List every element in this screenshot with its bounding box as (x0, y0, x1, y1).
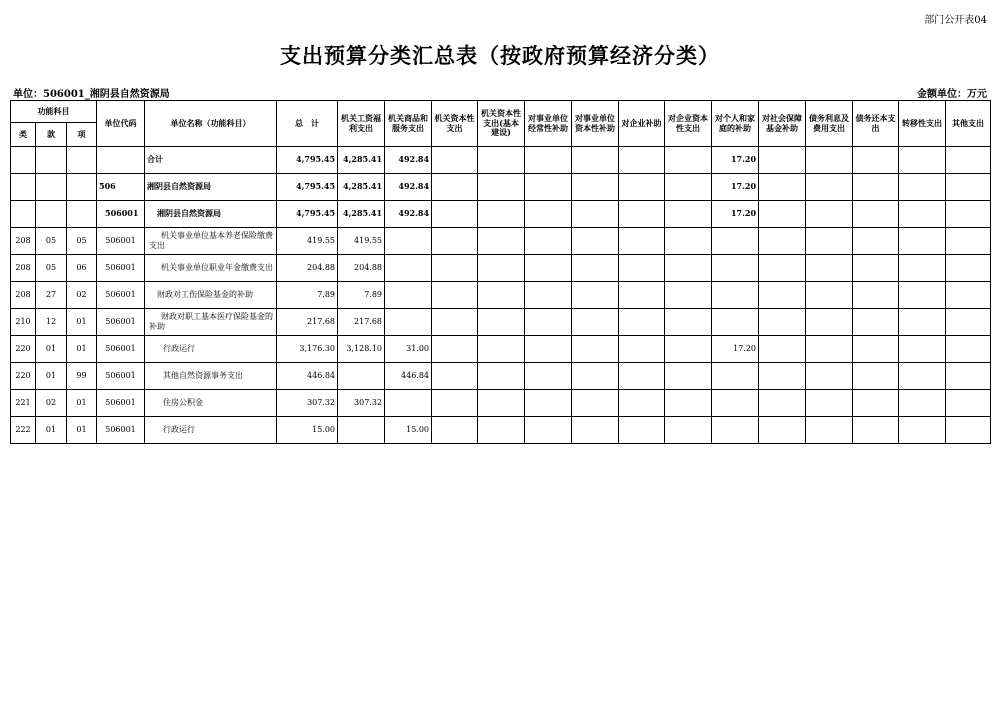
cell-xiang: 99 (67, 363, 97, 390)
cell-name: 行政运行 (145, 336, 277, 363)
cell-name: 机关事业单位基本养老保险缴费支出 (145, 228, 277, 255)
cell-code: 506001 (97, 417, 145, 444)
cell-c2: 31.00 (385, 336, 432, 363)
cell-code: 506001 (97, 255, 145, 282)
cell-kuan: 01 (36, 363, 67, 390)
cell-c2: 492.84 (385, 147, 432, 174)
cell-c9 (712, 228, 759, 255)
cell-code: 506001 (97, 201, 145, 228)
cell-lei: 221 (11, 390, 36, 417)
cell-c9 (712, 282, 759, 309)
cell-code: 506001 (97, 282, 145, 309)
header-c6: 对事业单位资本性补助 (572, 101, 619, 147)
header-unit-name: 单位名称（功能科目） (145, 101, 277, 147)
cell-xiang: 01 (67, 390, 97, 417)
cell-total: 307.32 (277, 390, 338, 417)
unit-label: 单位：506001_湘阴县自然资源局 (13, 89, 170, 100)
table-row (11, 228, 991, 255)
cell-c2: 446.84 (385, 363, 432, 390)
cell-name: 机关事业单位职业年金缴费支出 (145, 255, 277, 282)
cell-name: 财政对工伤保险基金的补助 (145, 282, 277, 309)
cell-xiang: 01 (67, 309, 97, 336)
cell-total: 3,176.30 (277, 336, 338, 363)
cell-xiang (67, 147, 97, 174)
cell-c2 (385, 255, 432, 282)
cell-xiang: 01 (67, 417, 97, 444)
header-c14: 其他支出 (946, 101, 991, 147)
cell-c1: 7.89 (338, 282, 385, 309)
cell-c1: 217.68 (338, 309, 385, 336)
cell-kuan: 01 (36, 336, 67, 363)
header-c1: 机关工资福利支出 (338, 101, 385, 147)
header-c7: 对企业补助 (619, 101, 665, 147)
cell-name: 财政对职工基本医疗保险基金的补助 (145, 309, 277, 336)
cell-c1: 4,285.41 (338, 174, 385, 201)
cell-code: 506001 (97, 228, 145, 255)
cell-c1: 4,285.41 (338, 201, 385, 228)
cell-total: 204.88 (277, 255, 338, 282)
cell-lei: 208 (11, 282, 36, 309)
header-total: 总 计 (277, 101, 338, 147)
cell-total: 419.55 (277, 228, 338, 255)
header-c5: 对事业单位经常性补助 (525, 101, 572, 147)
cell-xiang (67, 174, 97, 201)
cell-kuan: 12 (36, 309, 67, 336)
cell-lei (11, 147, 36, 174)
cell-code: 506001 (97, 390, 145, 417)
expenditure-table (10, 100, 991, 444)
header-c12: 债务还本支出 (853, 101, 899, 147)
cell-lei (11, 201, 36, 228)
cell-c2: 15.00 (385, 417, 432, 444)
cell-kuan (36, 147, 67, 174)
cell-xiang: 01 (67, 336, 97, 363)
cell-lei (11, 174, 36, 201)
cell-name: 行政运行 (145, 417, 277, 444)
header-c10: 对社会保障基金补助 (759, 101, 806, 147)
cell-c1: 419.55 (338, 228, 385, 255)
cell-c9 (712, 309, 759, 336)
cell-lei: 222 (11, 417, 36, 444)
cell-xiang: 05 (67, 228, 97, 255)
amount-unit-label: 金额单位：万元 (917, 89, 987, 100)
table-row (11, 363, 991, 390)
cell-total: 217.68 (277, 309, 338, 336)
cell-kuan (36, 174, 67, 201)
cell-lei: 220 (11, 336, 36, 363)
header-c8: 对企业资本性支出 (665, 101, 712, 147)
cell-total: 446.84 (277, 363, 338, 390)
cell-xiang (67, 201, 97, 228)
cell-c1: 204.88 (338, 255, 385, 282)
header-lei: 类 (11, 123, 36, 147)
cell-c9: 17.20 (712, 201, 759, 228)
table-row (11, 390, 991, 417)
header-func-group: 功能科目 (11, 101, 97, 123)
table-row (11, 174, 991, 201)
cell-c9: 17.20 (712, 147, 759, 174)
header-c11: 债务利息及费用支出 (806, 101, 853, 147)
cell-code: 506 (97, 174, 145, 201)
cell-c9 (712, 363, 759, 390)
cell-c1 (338, 417, 385, 444)
cell-c1: 3,128.10 (338, 336, 385, 363)
cell-c9 (712, 390, 759, 417)
cell-lei: 220 (11, 363, 36, 390)
table-row (11, 417, 991, 444)
page-title: 支出预算分类汇总表（按政府预算经济分类） (280, 43, 720, 68)
cell-kuan: 05 (36, 255, 67, 282)
cell-c2 (385, 228, 432, 255)
table-row (11, 336, 991, 363)
cell-kuan (36, 201, 67, 228)
cell-name: 湘阴县自然资源局 (145, 174, 277, 201)
cell-c2 (385, 390, 432, 417)
cell-lei: 208 (11, 255, 36, 282)
header-unit-code: 单位代码 (97, 101, 145, 147)
table-row-total (11, 147, 991, 174)
table-number-label: 部门公开表04 (924, 15, 987, 26)
cell-name: 住房公积金 (145, 390, 277, 417)
cell-c2 (385, 282, 432, 309)
cell-xiang: 02 (67, 282, 97, 309)
table-row (11, 282, 991, 309)
header-c9: 对个人和家庭的补助 (712, 101, 759, 147)
cell-c1 (338, 363, 385, 390)
cell-c1: 4,285.41 (338, 147, 385, 174)
cell-kuan: 05 (36, 228, 67, 255)
cell-total: 7.89 (277, 282, 338, 309)
cell-name: 其他自然资源事务支出 (145, 363, 277, 390)
cell-code: 506001 (97, 309, 145, 336)
header-c2: 机关商品和服务支出 (385, 101, 432, 147)
cell-c2: 492.84 (385, 174, 432, 201)
cell-total: 4,795.45 (277, 174, 338, 201)
cell-c9 (712, 255, 759, 282)
cell-c9: 17.20 (712, 174, 759, 201)
cell-c2 (385, 309, 432, 336)
cell-kuan: 01 (36, 417, 67, 444)
cell-name: 湘阴县自然资源局 (145, 201, 277, 228)
cell-name: 合计 (145, 147, 277, 174)
cell-kuan: 02 (36, 390, 67, 417)
table-row (11, 309, 991, 336)
cell-c2: 492.84 (385, 201, 432, 228)
cell-c9 (712, 417, 759, 444)
header-xiang: 项 (67, 123, 97, 147)
cell-c1: 307.32 (338, 390, 385, 417)
cell-total: 4,795.45 (277, 201, 338, 228)
header-c3: 机关资本性支出 (432, 101, 478, 147)
cell-code (97, 147, 145, 174)
cell-c9: 17.20 (712, 336, 759, 363)
cell-total: 4,795.45 (277, 147, 338, 174)
header-kuan: 款 (36, 123, 67, 147)
cell-lei: 210 (11, 309, 36, 336)
table-row (11, 255, 991, 282)
header-c4: 机关资本性支出(基本建设) (478, 101, 525, 147)
cell-lei: 208 (11, 228, 36, 255)
table-row (11, 201, 991, 228)
cell-total: 15.00 (277, 417, 338, 444)
cell-code: 506001 (97, 336, 145, 363)
header-c13: 转移性支出 (899, 101, 946, 147)
cell-xiang: 06 (67, 255, 97, 282)
cell-kuan: 27 (36, 282, 67, 309)
cell-code: 506001 (97, 363, 145, 390)
